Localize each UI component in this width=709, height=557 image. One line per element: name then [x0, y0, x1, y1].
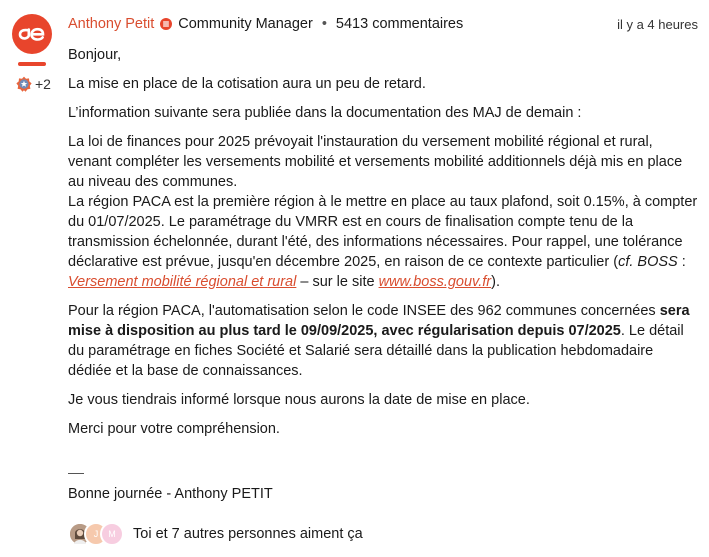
badges-more-count[interactable]: +2 — [35, 76, 51, 92]
paragraph-4-text-b: – sur le site — [296, 274, 379, 290]
paragraph-4-end: ). — [491, 274, 500, 290]
author-avatar[interactable] — [12, 14, 52, 54]
rank-bar — [18, 62, 46, 66]
post-content — [68, 12, 698, 546]
paragraph-3: La loi de finances pour 2025 prévoyait l'instauration du versement mobilité régional et rural, venant compléter les versements mobilité et versements mobilité additionnels déjà mis en place au niveau des communes. — [68, 134, 683, 190]
post-header — [68, 12, 698, 36]
post-body — [68, 45, 698, 439]
colon: : — [677, 254, 686, 270]
author-name[interactable]: Anthony Petit — [68, 16, 155, 32]
paragraph-7: Merci pour votre compréhension. — [68, 421, 280, 437]
link-boss-site[interactable]: www.boss.gouv.fr — [378, 274, 492, 290]
paragraph-4 — [68, 192, 698, 292]
likes-text[interactable]: Toi et 7 autres personnes aiment ça — [133, 526, 363, 542]
comment-count: 5413 commentaires — [335, 16, 464, 32]
liker-avatar-initial: M — [100, 522, 124, 546]
paragraph-5-text-b: . Le détail du paramétrage en fiches Société et Salarié sera détaillé dans la publication hebdomadaire dédiée et la base de connaissances. — [68, 323, 684, 379]
cf-boss: cf. BOSS — [618, 254, 678, 270]
signature-divider — [68, 473, 84, 474]
staff-badge-icon — [160, 18, 172, 30]
link-versement-mobilite[interactable]: Versement mobilité régional et rural — [68, 274, 297, 290]
header-separator: • — [321, 16, 327, 32]
ae-logo-icon — [17, 23, 47, 45]
paragraph-4-text: La région PACA est la première région à le mettre en place au taux plafond, soit 0.15%, à compter du 01/07/2025. Le paramétrage du VMRR est en cours de finalisation compte tenu de la transmission échelonnée, durant l'été, des informations nécessaires. Pour rappel, une tolérance déclarative est prévue, jusqu'en décembre 2025, en raison de ce contexte particulier ( — [68, 194, 698, 270]
paragraph-2: L’information suivante sera publiée dans la documentation des MAJ de demain : — [68, 105, 582, 121]
post-timestamp[interactable]: il y a 4 heures — [617, 16, 698, 32]
liker-avatar-initial: J — [84, 522, 108, 546]
author-role: Community Manager — [178, 16, 313, 32]
paragraph-1: La mise en place de la cotisation aura un peu de retard. — [68, 76, 426, 92]
paragraph-5-bold: sera mise à disposition au plus tard le 09/09/2025, avec régularisation depuis 07/2025 — [68, 303, 690, 339]
paragraph-6: Je vous tiendrais informé lorsque nous aurons la date de mise en place. — [68, 392, 530, 408]
like-avatars[interactable] — [68, 522, 124, 546]
signature: Bonne journée - Anthony PETIT — [68, 486, 273, 502]
paragraph-5 — [68, 301, 698, 381]
author-column — [12, 14, 56, 92]
likes-row[interactable] — [68, 522, 698, 546]
paragraph-5-text: Pour la région PACA, l'automatisation selon le code INSEE des 962 communes concernées — [68, 303, 660, 319]
greeting: Bonjour, — [68, 47, 122, 63]
badges[interactable] — [16, 76, 56, 92]
achievement-badge-icon — [16, 76, 32, 92]
